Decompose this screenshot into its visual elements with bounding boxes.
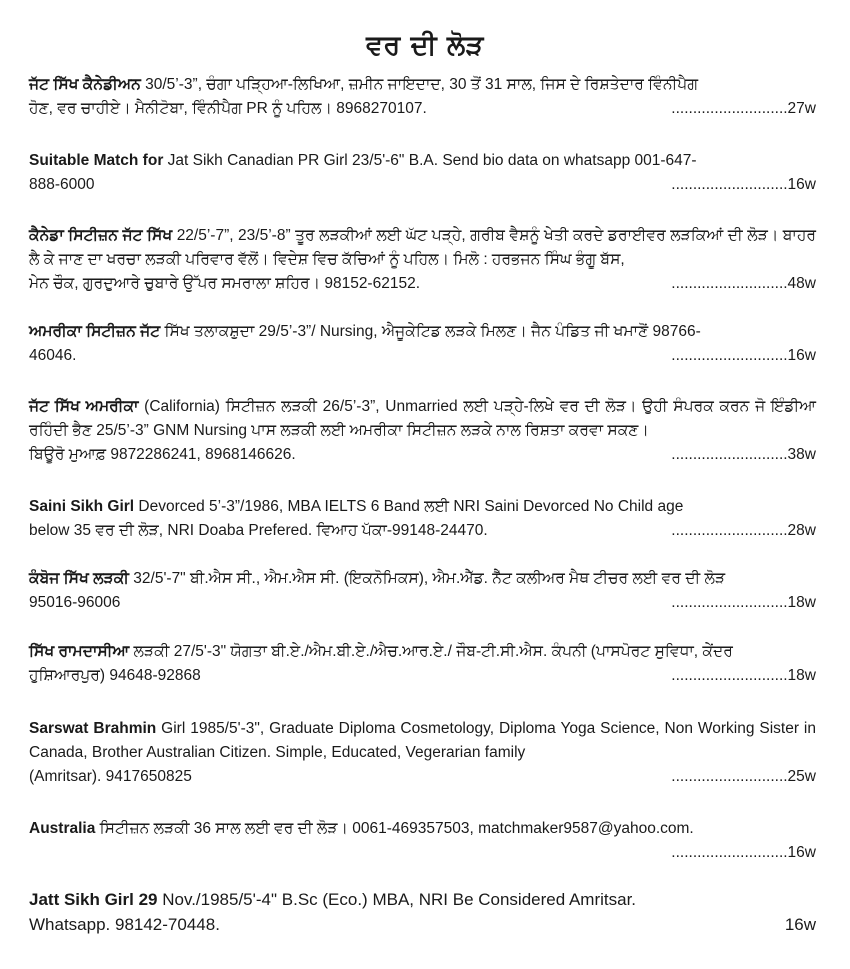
ad-heading: ਜੱਟ ਸਿੱਖ ਅਮਰੀਕਾ <box>29 398 139 415</box>
ad-body: Nov./1985/5'-4" B.Sc (Eco.) MBA, NRI Be Considered Amritsar. <box>157 890 637 909</box>
ad-8 <box>29 640 816 688</box>
ad-2 <box>29 149 816 197</box>
ad-code: 16w <box>784 915 816 934</box>
ad-body-end: (Amritsar). 9417650825 <box>29 768 192 785</box>
ad-code: ...........................16w <box>671 176 816 193</box>
ad-body: 32/5'-7" ਬੀ.ਐਸ ਸੀ., ਐਮ.ਐਸ ਸੀ. (ਇਕਨੋਮਿਕਸ), ਐਮ.ਐੱਡ. ਨੈੱਟ ਕਲੀਅਰ ਮੈਥ ਟੀਚਰ ਲਈ ਵਰ ਦੀ ਲੋੜ <box>128 570 726 587</box>
ad-1 <box>29 73 816 121</box>
ad-9 <box>29 717 816 789</box>
ad-body-end: ਬਿਊਰੋ ਮੁਆਫ਼ 9872286241, 8968146626. <box>29 446 296 463</box>
ad-code: ...........................48w <box>671 275 816 292</box>
ad-heading: ਸਿੱਖ ਰਾਮਦਾਸੀਆ <box>29 643 130 660</box>
ad-body: Girl 1985/5'-3", Graduate Diploma Cosmetology, Diploma Yoga Science, Non Working Sister in Canada, Brother Australian Citizen. Simple, Educated, Vegerarian family <box>29 720 816 761</box>
ad-body-end: 95016-96006 <box>29 594 121 611</box>
ad-body-end: ਹੋਣ, ਵਰ ਚਾਹੀਏ। ਮੈਨੀਟੋਬਾ, ਵਿੰਨੀਪੈਗ PR ਨੂੰ ਪਹਿਲ। 8968270107. <box>29 100 427 117</box>
ad-heading: Sarswat Brahmin <box>29 720 157 737</box>
ad-body-end: ਹੁਸ਼ਿਆਰਪੁਰ) 94648-92868 <box>29 667 201 684</box>
ad-body: Jat Sikh Canadian PR Girl 23/5'-6" B.A. Send bio data on whatsapp 001-647- <box>163 152 697 169</box>
ad-code: ...........................25w <box>671 768 816 785</box>
ad-heading: ਕੰਬੋਜ ਸਿੱਖ ਲੜਕੀ <box>29 570 129 587</box>
ad-body-end: Whatsapp. 98142-70448. <box>29 915 220 934</box>
page-title: ਵਰ ਦੀ ਲੋੜ <box>366 30 484 61</box>
ad-body: Devorced 5’-3”/1986, MBA IELTS 6 Band ਲਈ NRI Saini Devorced No Child age <box>134 498 684 515</box>
ad-5 <box>29 395 816 467</box>
ad-10 <box>29 817 816 865</box>
ad-code: ...........................16w <box>671 347 816 364</box>
ad-body-end: below 35 ਵਰ ਦੀ ਲੋੜ, NRI Doaba Prefered. ਵਿਆਹ ਪੱਕਾ-99148-24470. <box>29 522 488 539</box>
ad-heading: ਕੈਨੇਡਾ ਸਿਟੀਜ਼ਨ ਜੱਟ ਸਿੱਖ <box>29 227 173 244</box>
ad-code: ...........................28w <box>671 522 816 539</box>
ad-body: 30/5’-3”, ਚੰਗਾ ਪੜ੍ਹਿਆ-ਲਿਖਿਆ, ਜ਼ਮੀਨ ਜਾਇਦਾਦ, 30 ਤੋਂ 31 ਸਾਲ, ਜਿਸ ਦੇ ਰਿਸ਼ਤੇਦਾਰ ਵਿੰਨੀਪੈਗ <box>140 76 699 93</box>
ad-6 <box>29 495 816 543</box>
ad-heading: ਜੱਟ ਸਿੱਖ ਕੈਨੇਡੀਅਨ <box>29 76 141 93</box>
ad-7 <box>29 567 816 615</box>
ad-code: ...........................27w <box>671 100 816 117</box>
ad-body-end: 46046. <box>29 347 77 364</box>
ad-code: ...........................18w <box>671 594 816 611</box>
ad-body: ਸਿਟੀਜ਼ਨ ਲੜਕੀ 36 ਸਾਲ ਲਈ ਵਰ ਦੀ ਲੋੜ। 0061-469357503, matchmaker9587@yahoo.com. <box>95 820 694 837</box>
ad-4 <box>29 320 816 368</box>
ad-code: ...........................38w <box>671 446 816 463</box>
ad-heading: Australia <box>29 820 96 837</box>
ad-code: ...........................16w <box>671 844 816 861</box>
ad-heading: Suitable Match for <box>29 152 164 169</box>
ad-body: ਸਿੱਖ ਤਲਾਕਸ਼ੁਦਾ 29/5’-3”/ Nursing, ਐਜੂਕੇਟਿਡ ਲੜਕੇ ਮਿਲਣ। ਜੈਨ ਪੰਡਿਤ ਜੀ ਖਮਾਣੋਂ 98766- <box>160 323 701 340</box>
ad-code: ...........................18w <box>671 667 816 684</box>
ad-11 <box>29 887 816 937</box>
ad-body: (California) ਸਿਟੀਜ਼ਨ ਲੜਕੀ 26/5’-3”, Unmarried ਲਈ ਪੜ੍ਹੇ-ਲਿਖੇ ਵਰ ਦੀ ਲੋੜ। ਉਹੀ ਸੰਪਰਕ ਕਰਨ ਜੋ ਇੰਡੀਆ ਰਹਿੰਦੀ ਭੈਣ 25/5’-3” GNM Nursing ਪਾਸ ਲੜਕੀ ਲਈ ਅਮਰੀਕਾ ਸਿਟੀਜ਼ਨ ਲੜਕੇ ਨਾਲ ਰਿਸ਼ਤਾ ਕਰਵਾ ਸਕਣ। <box>29 398 816 439</box>
ad-heading: Jatt Sikh Girl 29 <box>29 890 158 909</box>
ad-heading: Saini Sikh Girl <box>29 498 135 515</box>
ad-heading: ਅਮਰੀਕਾ ਸਿਟੀਜ਼ਨ ਜੱਟ <box>29 323 161 340</box>
ad-body: 22/5’-7”, 23/5’-8” ਤੂਰ ਲੜਕੀਆਂ ਲਈ ਘੱਟ ਪੜ੍ਹੇ, ਗਰੀਬ ਵੈਸ਼ਨੂੰ ਖੇਤੀ ਕਰਦੇ ਡਰਾਈਵਰ ਲੜਕਿਆਂ ਦੀ ਲੋੜ। ਬਾਹਰ ਲੈ ਕੇ ਜਾਣ ਦਾ ਖਰਚਾ ਲੜਕੀ ਪਰਿਵਾਰ ਵੱਲੋਂ। ਵਿਦੇਸ਼ ਵਿਚ ਕੱਚਿਆਂ ਨੂੰ ਪਹਿਲ। ਮਿਲੋ : ਹਰਭਜਨ ਸਿੰਘ ਭੰਗੂ ਬੱਸ, <box>29 227 816 268</box>
ad-body-end: ਮੇਨ ਚੌਕ, ਗੁਰਦੁਆਰੇ ਚੁਬਾਰੇ ਉੱਪਰ ਸਮਰਾਲਾ ਸ਼ਹਿਰ। 98152-62152. <box>29 275 421 292</box>
ad-3 <box>29 224 816 296</box>
ad-body-end: 888-6000 <box>29 176 95 193</box>
ad-body: ਲੜਕੀ 27/5'-3" ਯੋਗਤਾ ਬੀ.ਏ./ਐਮ.ਬੀ.ਏ./ਐਚ.ਆਰ.ਏ./ ਜੌਬ-ਟੀ.ਸੀ.ਐਸ. ਕੰਪਨੀ (ਪਾਸਪੋਰਟ ਸੁਵਿਧਾ, ਕੇਂਦਰ <box>129 643 733 660</box>
